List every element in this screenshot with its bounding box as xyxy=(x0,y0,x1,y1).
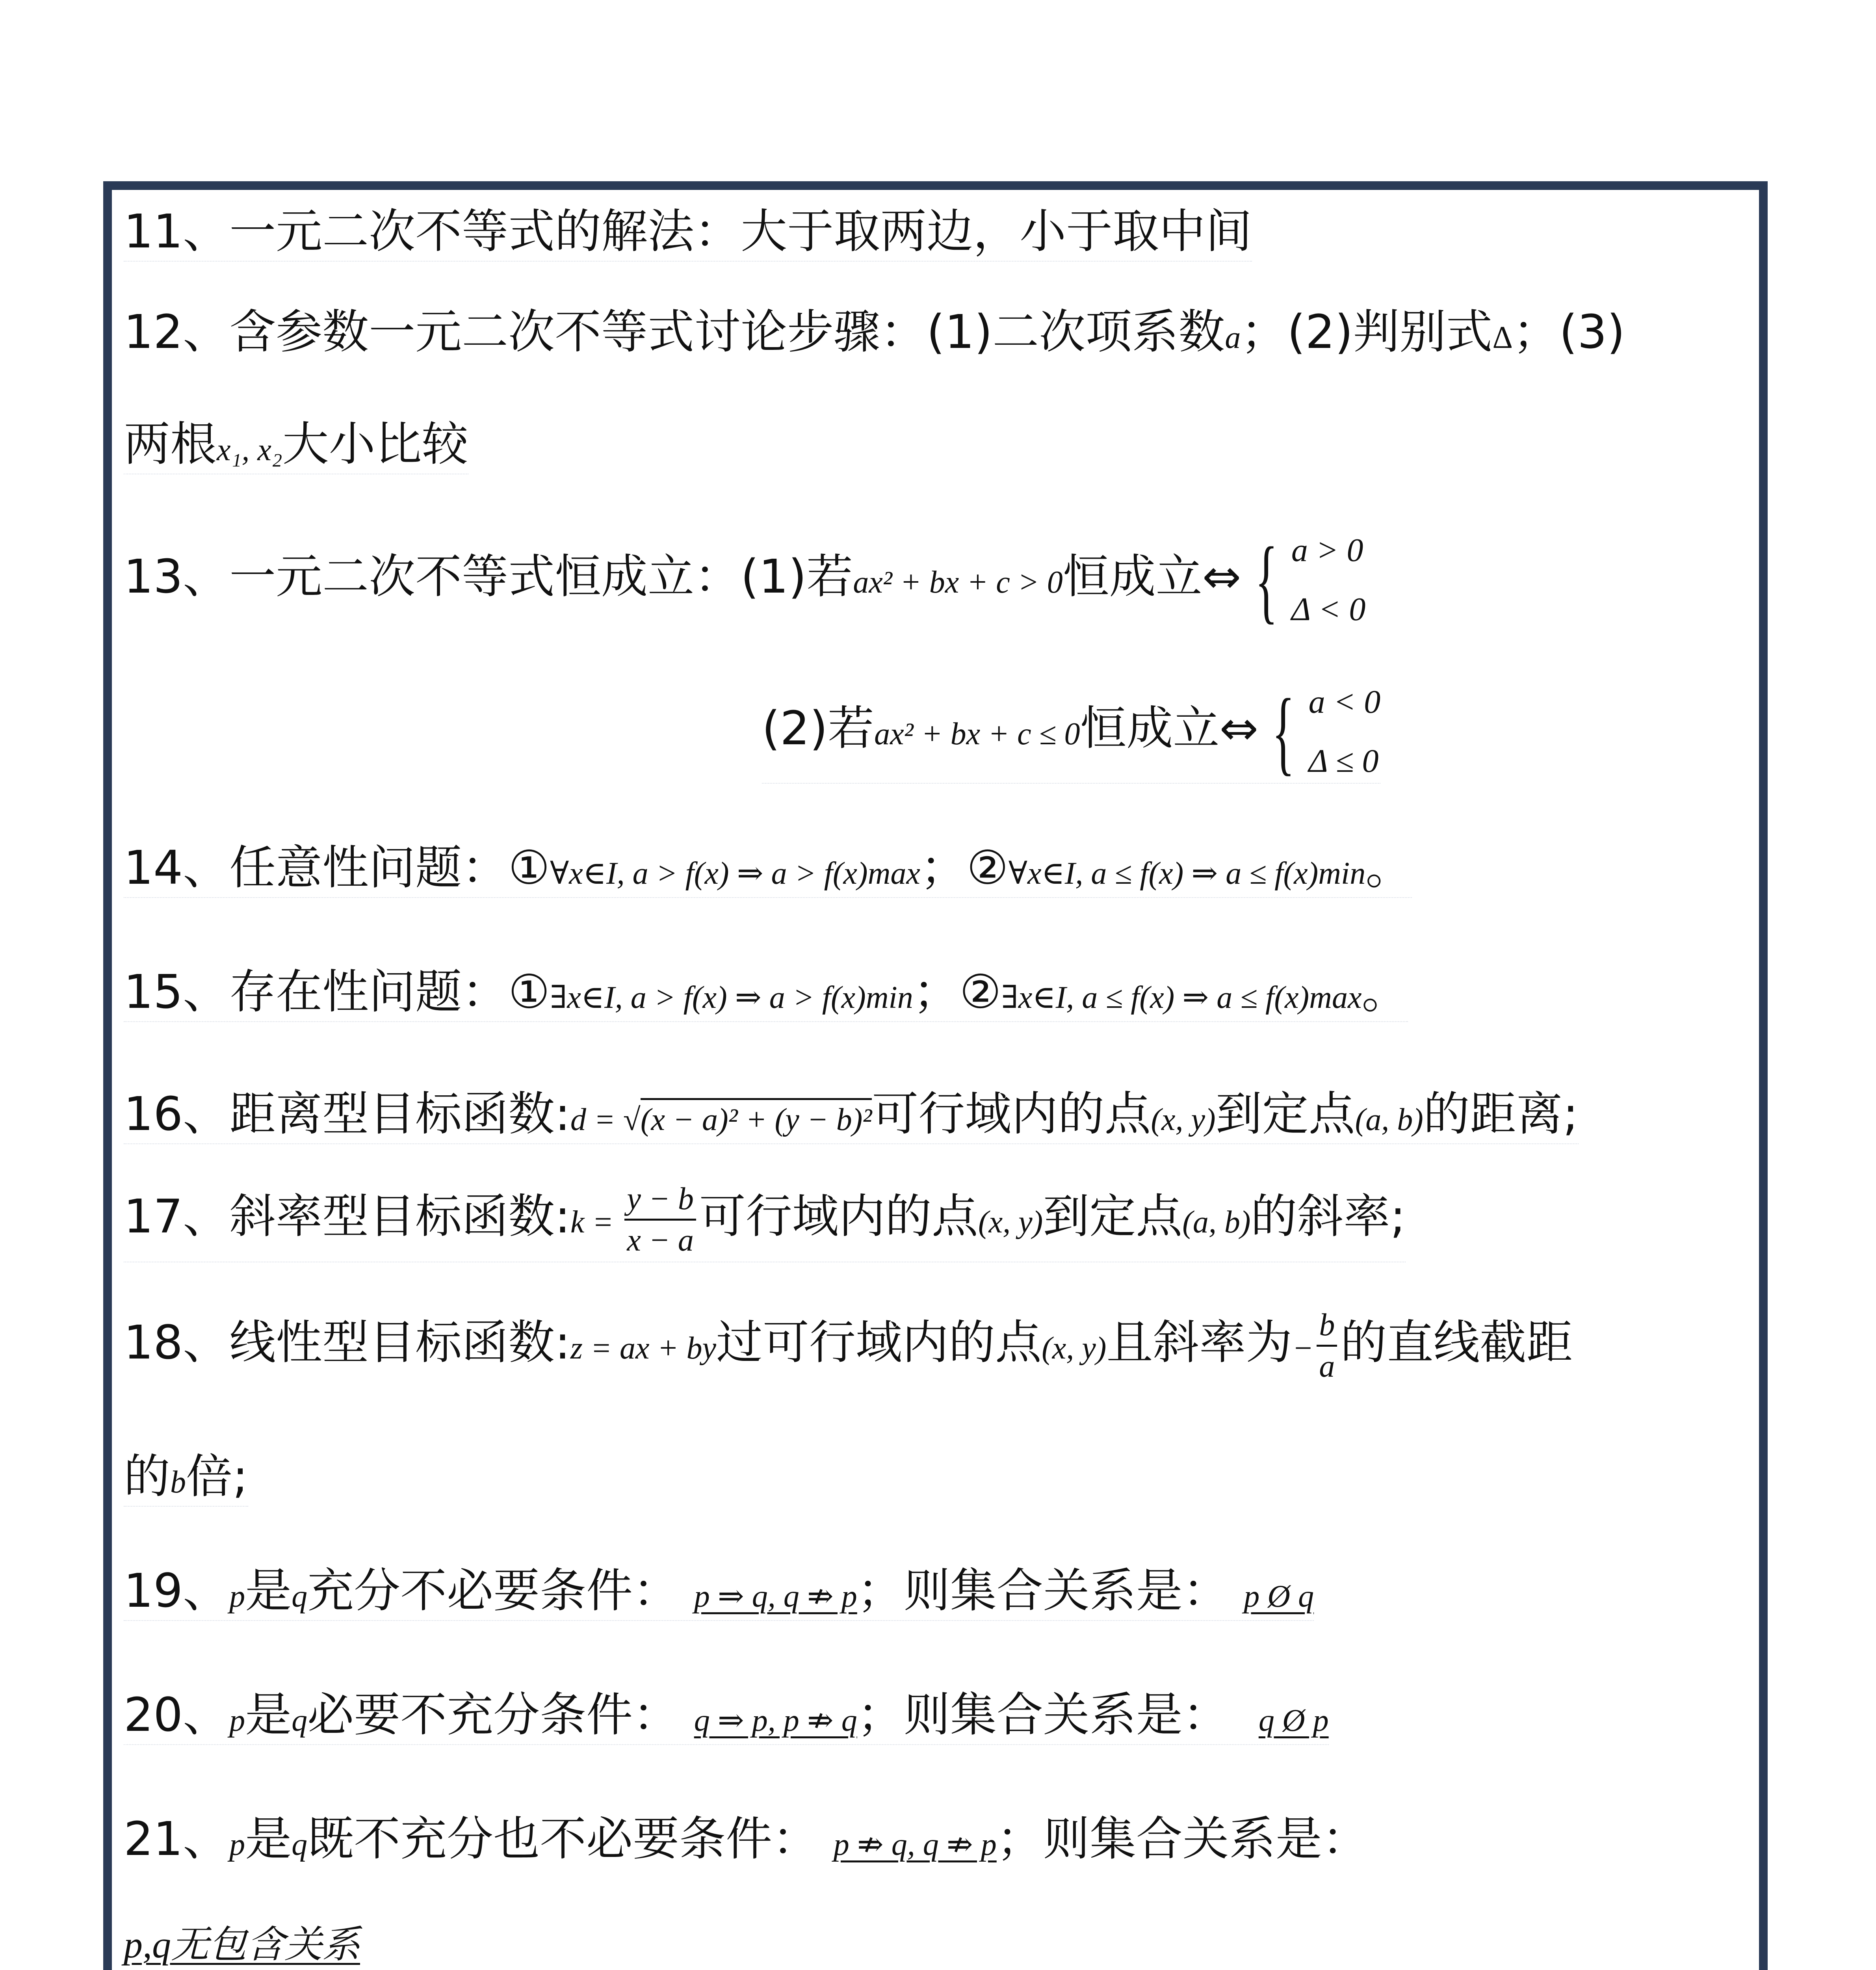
answer-blank: p ⇒ q, q ⇏ p xyxy=(694,1579,857,1614)
left-brace: { xyxy=(1272,679,1295,784)
item-20: 20、p是q必要不充分条件： q ⇒ p, p ⇏ q；则集合关系是： q Ø p xyxy=(124,1685,1329,1745)
item-12-line-2: 两根x₁, x₂大小比较 xyxy=(124,414,468,474)
item-11 xyxy=(124,202,1252,262)
answer-blank: q ⇒ p, p ⇏ q xyxy=(694,1703,857,1738)
item-14: 14、任意性问题：①∀x∈I, a > f(x) ⇒ a > f(x)max；②∀x∈I, a ≤ f(x) ⇒ a ≤ f(x)min。 xyxy=(124,838,1412,898)
item-18-line-1: 18、线性型目标函数:z = ax + by过可行域内的点(x, y)且斜率为− $\frac{b}{a}$ 的直线截距 xyxy=(124,1308,1573,1384)
item-12-line-1: 12、含参数一元二次不等式讨论步骤：(1)二次项系数a；(2)判别式Δ；(3) xyxy=(124,305,1625,359)
item-21-line-2 xyxy=(124,1912,360,1970)
answer-blank: q Ø p xyxy=(1258,1703,1329,1738)
neg-slope-fraction: $\frac{b}{a}$ xyxy=(1317,1309,1337,1382)
slope-fraction: $\frac{y - b}{x - a}$ xyxy=(624,1183,696,1256)
answer-blank: p Ø q xyxy=(1244,1579,1314,1614)
item-17: 17、斜率型目标函数:k = $\frac{y - b}{x - a}$ 可行域内的点(x, y)到定点(a, b)的斜率; xyxy=(124,1171,1406,1262)
answer-blank: p ⇏ q, q ⇏ p xyxy=(833,1827,997,1862)
item-19: 19、p是q充分不必要条件： p ⇒ q, q ⇏ p；则集合关系是： p Ø q xyxy=(124,1561,1314,1621)
cases-1: a > 0 Δ < 0 xyxy=(1291,532,1366,628)
item-15: 15、存在性问题：①∃x∈I, a > f(x) ⇒ a > f(x)min；②∃x∈I, a ≤ f(x) ⇒ a ≤ f(x)max。 xyxy=(124,962,1408,1022)
item-16: 16、距离型目标函数:d = √(x − a)² + (y − b)²可行域内的点(x, y)到定点(a, b)的距离; xyxy=(124,1084,1579,1144)
answer-blank: p,q无包含关系 xyxy=(124,1924,360,1966)
item-11-text: 11、一元二次不等式的解法：大于取两边，小于取中间 xyxy=(124,204,1252,258)
left-brace: { xyxy=(1255,528,1278,632)
item-13-line-2: (2)若ax² + bx + c ≤ 0恒成立⇔ { a < 0 Δ ≤ 0 xyxy=(762,673,1380,784)
item-18-line-2: 的b倍; xyxy=(124,1447,248,1507)
cases-2: a < 0 Δ ≤ 0 xyxy=(1308,684,1381,779)
item-13-line-1: 13、一元二次不等式恒成立：(1)若ax² + bx + c > 0恒成立⇔ { a > 0 Δ < 0 xyxy=(124,521,1365,631)
sqrt-sign: √ xyxy=(623,1102,641,1137)
item-21-line-1: 21、p是q既不充分也不必要条件： p ⇏ q, q ⇏ p；则集合关系是： xyxy=(124,1812,1369,1866)
content-frame xyxy=(103,181,1768,1970)
